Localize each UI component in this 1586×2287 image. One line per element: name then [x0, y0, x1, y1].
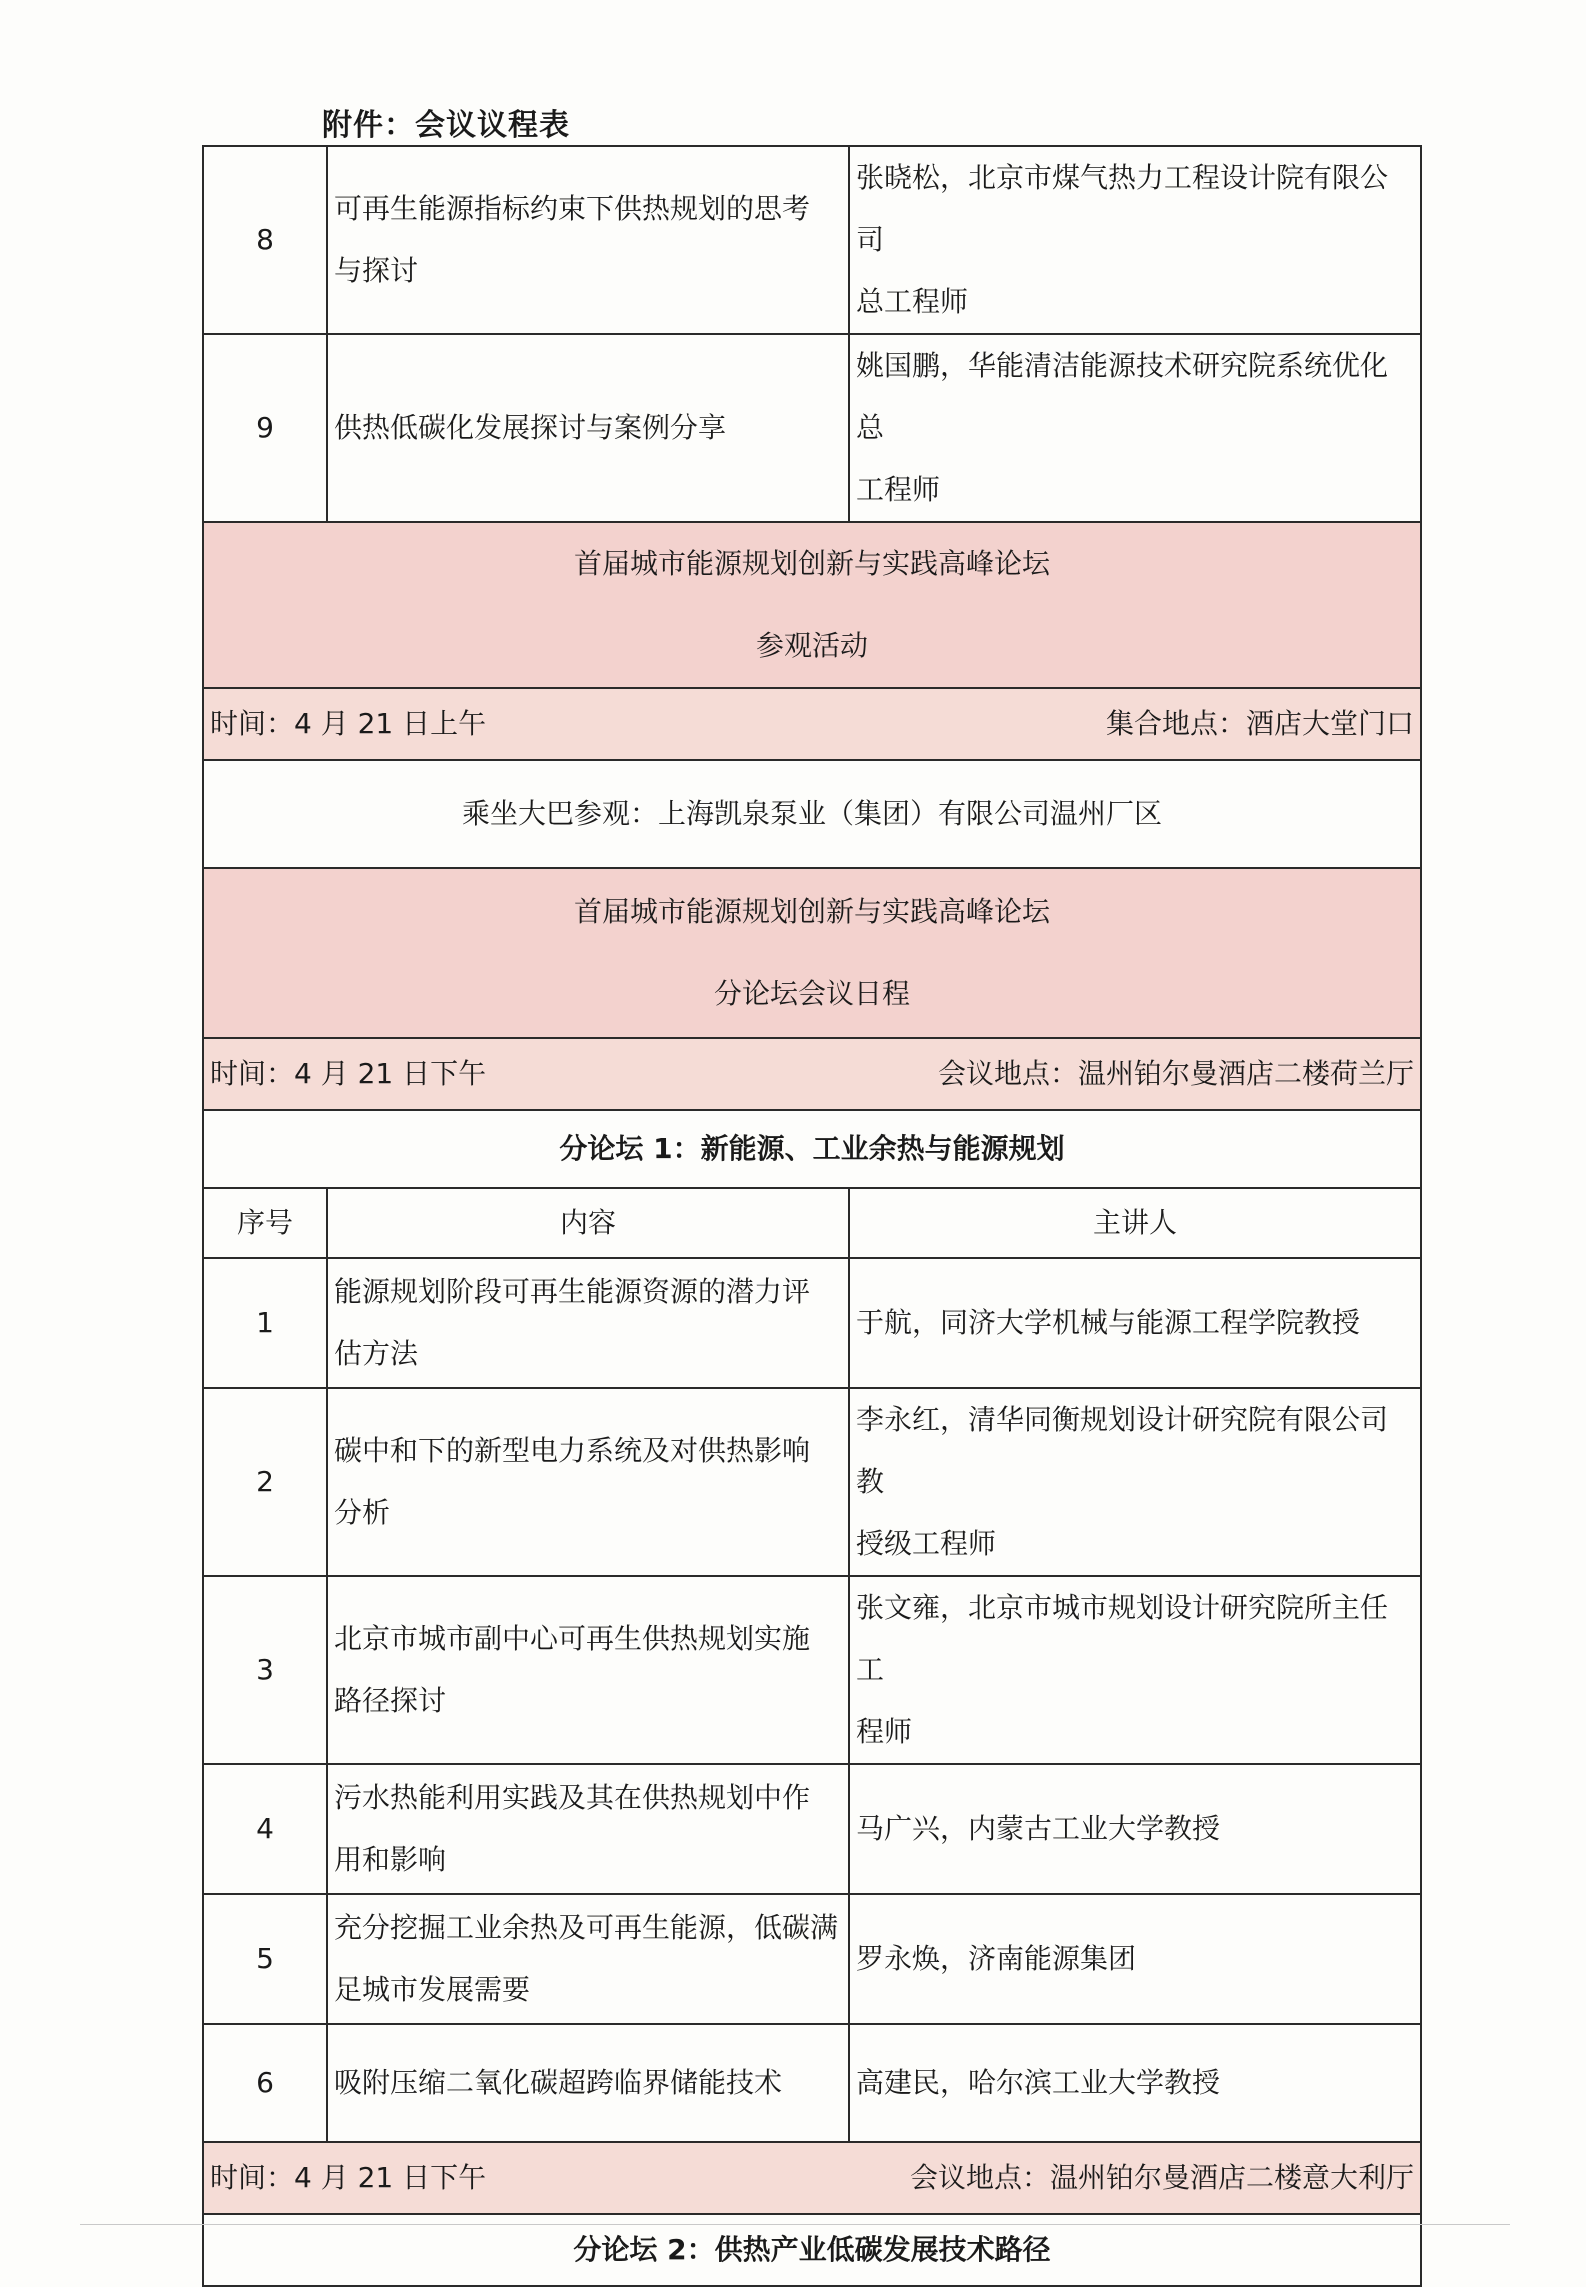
table-row	[203, 1764, 1421, 1894]
forum1-title: 分论坛 1：新能源、工业余热与能源规划	[203, 1110, 1421, 1188]
visit-time-row	[203, 688, 1421, 760]
table-row	[203, 1388, 1421, 1576]
row-number: 1	[203, 1258, 327, 1388]
row-number: 6	[203, 2024, 327, 2142]
visit-description: 乘坐大巴参观：上海凯泉泵业（集团）有限公司温州厂区	[203, 760, 1421, 868]
subforum-place: 会议地点：温州铂尔曼酒店二楼荷兰厅	[937, 1057, 1414, 1090]
subforum-banner-row	[203, 868, 1421, 1038]
subforum-time-row	[203, 1038, 1421, 1110]
row-content: 北京市城市副中心可再生供热规划实施 路径探讨	[327, 1576, 849, 1764]
row-speaker: 马广兴，内蒙古工业大学教授	[849, 1764, 1421, 1894]
table-row	[203, 1894, 1421, 2024]
table-header-row	[203, 1188, 1421, 1258]
subforum-title: 首届城市能源规划创新与实践高峰论坛	[573, 895, 1050, 928]
page-heading: 附件：会议议程表	[322, 108, 570, 143]
row-number: 3	[203, 1576, 327, 1764]
agenda-table	[202, 145, 1422, 2287]
visit-desc-row	[203, 760, 1421, 868]
row-content: 污水热能利用实践及其在供热规划中作 用和影响	[327, 1764, 849, 1894]
col-header-content: 内容	[327, 1188, 849, 1258]
forum2-place: 会议地点：温州铂尔曼酒店二楼意大利厅	[909, 2161, 1414, 2194]
visit-banner	[203, 522, 1421, 688]
table-row	[203, 1576, 1421, 1764]
subforum-banner	[203, 868, 1421, 1038]
row-speaker: 罗永焕，济南能源集团	[849, 1894, 1421, 2024]
table-row	[203, 146, 1421, 334]
row-number: 4	[203, 1764, 327, 1894]
row-speaker: 姚国鹏，华能清洁能源技术研究院系统优化总 工程师	[849, 334, 1421, 522]
subforum-subtitle: 分论坛会议日程	[713, 977, 910, 1010]
table-row	[203, 334, 1421, 522]
visit-title: 首届城市能源规划创新与实践高峰论坛	[573, 547, 1050, 580]
visit-time: 时间：4 月 21 日上午	[210, 707, 487, 740]
forum2-time-row	[203, 2142, 1421, 2214]
row-content: 充分挖掘工业余热及可再生能源，低碳满 足城市发展需要	[327, 1894, 849, 2024]
table-row	[203, 1258, 1421, 1388]
row-speaker: 于航，同济大学机械与能源工程学院教授	[849, 1258, 1421, 1388]
table-row	[203, 2024, 1421, 2142]
row-speaker: 张晓松，北京市煤气热力工程设计院有限公司 总工程师	[849, 146, 1421, 334]
row-content: 供热低碳化发展探讨与案例分享	[327, 334, 849, 522]
row-number: 2	[203, 1388, 327, 1576]
col-header-no: 序号	[203, 1188, 327, 1258]
visit-place: 集合地点：酒店大堂门口	[1105, 707, 1414, 740]
row-speaker: 李永红，清华同衡规划设计研究院有限公司教 授级工程师	[849, 1388, 1421, 1576]
row-speaker: 张文雍，北京市城市规划设计研究院所主任工 程师	[849, 1576, 1421, 1764]
subforum-time: 时间：4 月 21 日下午	[210, 1057, 487, 1090]
visit-banner-row	[203, 522, 1421, 688]
row-number: 5	[203, 1894, 327, 2024]
row-number: 8	[203, 146, 327, 334]
row-content: 可再生能源指标约束下供热规划的思考 与探讨	[327, 146, 849, 334]
forum2-title: 分论坛 2：供热产业低碳发展技术路径	[203, 2214, 1421, 2286]
col-header-speaker: 主讲人	[849, 1188, 1421, 1258]
row-number: 9	[203, 334, 327, 522]
visit-subtitle: 参观活动	[755, 629, 868, 662]
forum2-time: 时间：4 月 21 日下午	[210, 2161, 487, 2194]
row-speaker: 高建民，哈尔滨工业大学教授	[849, 2024, 1421, 2142]
row-content: 能源规划阶段可再生能源资源的潜力评 估方法	[327, 1258, 849, 1388]
row-content: 吸附压缩二氧化碳超跨临界储能技术	[327, 2024, 849, 2142]
row-content: 碳中和下的新型电力系统及对供热影响 分析	[327, 1388, 849, 1576]
page-edge-line	[80, 2224, 1510, 2225]
forum1-title-row	[203, 1110, 1421, 1188]
